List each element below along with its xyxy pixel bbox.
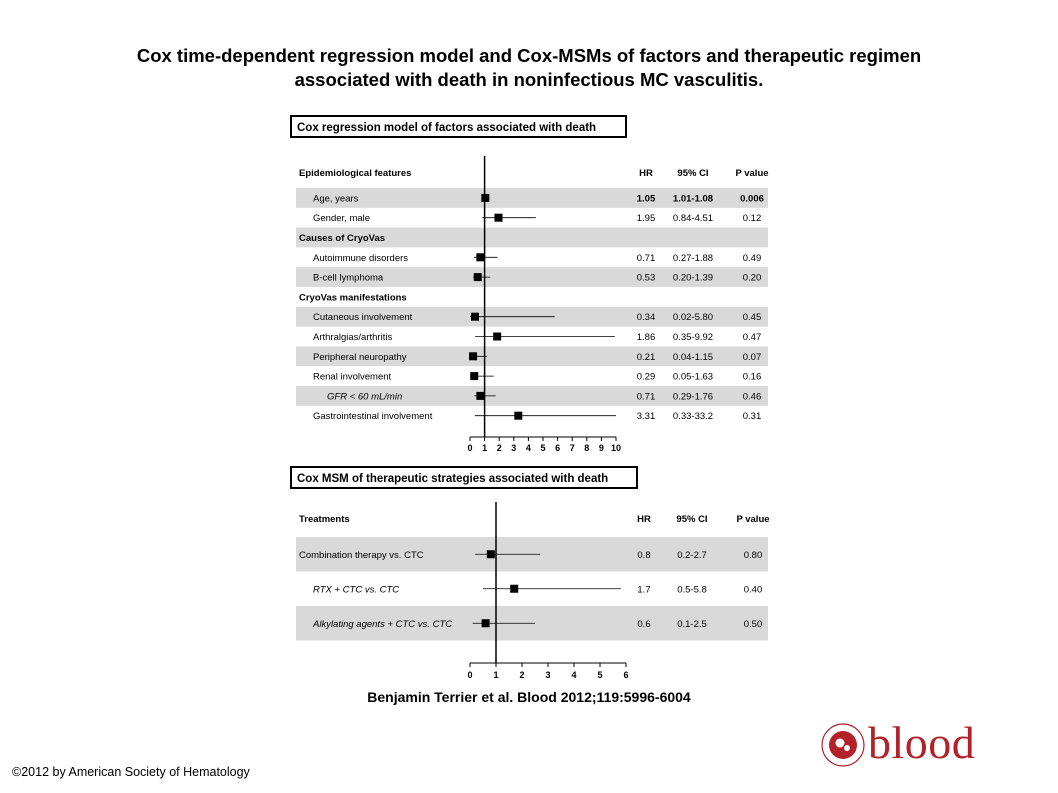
column-header-hr: HR [639, 168, 653, 179]
ash-seal-icon [820, 722, 866, 768]
p-value: 0.12 [742, 213, 762, 225]
x-tick-label: 3 [545, 670, 551, 680]
x-tick-label: 5 [540, 443, 546, 453]
hr-value: 3.31 [636, 411, 656, 423]
ci-value: 0.33-33.2 [672, 411, 714, 423]
section-header: CryoVas manifestations [299, 292, 407, 304]
p-value: 0.50 [743, 618, 763, 630]
p-value: 0.16 [742, 371, 762, 383]
x-tick-label: 0 [467, 443, 473, 453]
hr-value: 1.95 [636, 213, 656, 225]
row-label: Autoimmune disorders [313, 252, 409, 264]
panel-title: Cox regression model of factors associated with death [297, 122, 597, 134]
row-label: GFR < 60 mL/min [327, 391, 403, 403]
p-value: 0.006 [740, 193, 764, 205]
ci-value: 0.05-1.63 [672, 371, 714, 383]
ci-value: 0.27-1.88 [672, 252, 714, 264]
ci-value: 0.2-2.7 [677, 549, 707, 561]
hr-marker [482, 619, 490, 627]
ci-value: 0.20-1.39 [672, 272, 714, 284]
x-tick-label: 0 [467, 670, 473, 680]
x-tick-label: 1 [482, 443, 488, 453]
column-header-ci: 95% CI [676, 514, 708, 525]
x-tick-label: 2 [519, 670, 525, 680]
row-label: Age, years [313, 193, 359, 205]
hr-value: 0.71 [636, 252, 656, 264]
hr-value: 0.8 [637, 549, 651, 561]
hr-marker [470, 372, 478, 380]
ci-value: 0.35-9.92 [672, 332, 714, 343]
x-tick-label: 6 [623, 670, 629, 680]
p-value: 0.47 [742, 332, 762, 343]
row-label: B-cell lymphoma [313, 272, 384, 284]
ci-value: 0.02-5.80 [672, 312, 714, 324]
p-value: 0.80 [743, 549, 763, 561]
p-value: 0.46 [742, 391, 762, 403]
p-value: 0.40 [743, 584, 763, 596]
x-tick-label: 2 [496, 443, 502, 453]
hr-value: 0.71 [636, 391, 656, 403]
hr-marker [493, 333, 501, 341]
hr-marker [476, 253, 484, 261]
ci-value: 0.29-1.76 [672, 391, 714, 403]
blood-logo-word: blood [868, 717, 976, 768]
ci-value: 0.1-2.5 [677, 618, 707, 630]
ci-value: 0.5-5.8 [677, 584, 707, 596]
x-tick-label: 6 [555, 443, 561, 453]
x-tick-label: 10 [610, 443, 622, 453]
row-label: Renal involvement [313, 371, 392, 383]
row-label: Gender, male [313, 213, 371, 225]
x-tick-label: 3 [511, 443, 517, 453]
p-value: 0.20 [742, 272, 762, 284]
column-header-ci: 95% CI [677, 168, 709, 179]
p-value: 0.07 [742, 351, 762, 363]
row-label: Alkylating agents + CTC vs. CTC [313, 618, 453, 630]
hr-value: 1.7 [637, 584, 651, 596]
hr-marker [487, 550, 495, 558]
citation: Benjamin Terrier et al. Blood 2012;119:5996-6004 [367, 689, 691, 705]
row-label: RTX + CTC vs. CTC [313, 584, 400, 596]
hr-marker [514, 412, 522, 420]
hr-marker [494, 214, 502, 222]
hr-marker [510, 585, 518, 593]
column-header-p: P value [735, 168, 769, 179]
hr-value: 1.86 [636, 332, 656, 343]
p-value: 0.45 [742, 312, 762, 324]
hr-value: 0.21 [636, 351, 656, 363]
x-tick-label: 9 [598, 443, 604, 453]
x-tick-label: 4 [571, 670, 577, 680]
hr-value: 1.05 [636, 193, 656, 205]
row-label: Arthralgias/arthritis [313, 332, 393, 343]
row-label: Peripheral neuropathy [313, 351, 407, 363]
hr-marker [474, 273, 482, 281]
panel-title: Cox MSM of therapeutic strategies associated with death [297, 473, 609, 485]
hr-marker [476, 392, 484, 400]
x-tick-label: 8 [584, 443, 590, 453]
x-tick-label: 4 [525, 443, 531, 453]
hr-marker [469, 352, 477, 360]
ci-value: 1.01-1.08 [672, 193, 714, 205]
column-header-hr: HR [637, 514, 651, 525]
figure-title-line-2: associated with death in noninfectious MC vasculitis. [294, 69, 764, 90]
p-value: 0.31 [742, 411, 762, 423]
blood-logo [812, 717, 1002, 774]
x-tick-label: 7 [569, 443, 575, 453]
hr-marker [481, 194, 489, 202]
row-label: Combination therapy vs. CTC [299, 549, 424, 561]
ci-value: 0.84-4.51 [672, 213, 714, 225]
row-label: Gastrointestinal involvement [313, 411, 433, 423]
x-tick-label: 1 [493, 670, 499, 680]
column-header-p: P value [736, 514, 770, 525]
hr-value: 0.53 [636, 272, 656, 284]
hr-value: 0.6 [637, 618, 651, 630]
row-label: Cutaneous involvement [313, 312, 413, 324]
section-header: Treatments [299, 514, 350, 525]
p-value: 0.49 [742, 252, 762, 264]
hr-value: 0.29 [636, 371, 656, 383]
section-header: Causes of CryoVas [299, 233, 386, 244]
ci-value: 0.04-1.15 [672, 351, 714, 363]
hr-value: 0.34 [636, 312, 656, 324]
section-header: Epidemiological features [299, 168, 412, 179]
hr-marker [471, 313, 479, 321]
copyright-notice: ©2012 by American Society of Hematology [12, 765, 250, 779]
figure-title-line-1: Cox time-dependent regression model and Cox-MSMs of factors and therapeutic regimen [136, 45, 922, 66]
x-tick-label: 5 [597, 670, 603, 680]
